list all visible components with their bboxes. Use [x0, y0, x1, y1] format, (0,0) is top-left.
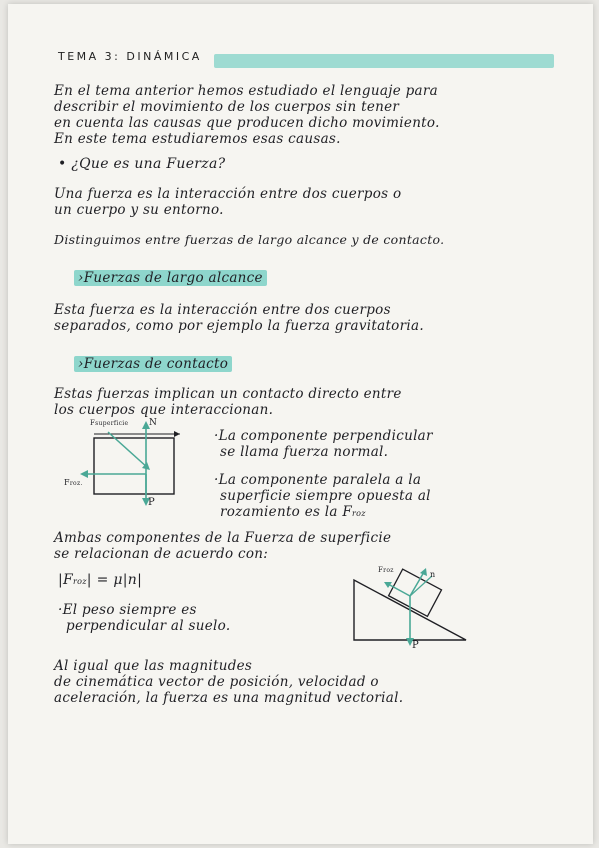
- page-title: TEMA 3: DINÁMICA: [58, 50, 202, 63]
- weight-line-2: perpendicular al suelo.: [66, 618, 231, 634]
- distinguish-line: Distinguimos entre fuerzas de largo alcance y de contacto.: [54, 232, 445, 247]
- long-range-line-1: Esta fuerza es la interacción entre dos cuerpos: [54, 302, 391, 318]
- diagram1-n-label: N: [149, 418, 158, 428]
- intro-line-3: en cuenta las causas que producen dicho movimiento.: [54, 115, 440, 131]
- parallel-line-3-text: rozamiento es la F: [220, 504, 353, 520]
- contact-line-2: los cuerpos que interaccionan.: [54, 402, 274, 418]
- parallel-line-3: [220, 504, 366, 520]
- diagram1-surface-f: F: [90, 419, 96, 427]
- diagram2-froz-label: [378, 566, 394, 574]
- parallel-line-1: ·La componente paralela a la: [214, 472, 422, 488]
- contact-line-1: Estas fuerzas implican un contacto directo entre: [54, 386, 402, 402]
- diagram2-froz-sub: roz: [383, 567, 394, 574]
- relation-line-1: Ambas componentes de la Fuerza de superficie: [54, 530, 392, 546]
- heading-long-range: [74, 270, 267, 286]
- parallel-line-2: superficie siempre opuesta al: [220, 488, 431, 504]
- question-line: • ¿Que es una Fuerza?: [58, 156, 226, 172]
- heading-long-range-text: ›Fuerzas de largo alcance: [74, 270, 267, 286]
- diagram1-froz-f: F: [64, 478, 70, 487]
- formula: [58, 572, 142, 588]
- final-line-3: aceleración, la fuerza es una magnitud vectorial.: [54, 690, 404, 706]
- weight-line-1: ·El peso siempre es: [58, 602, 197, 618]
- diagram1-p-label: P: [148, 497, 156, 508]
- diagram1-froz-label: [64, 478, 83, 487]
- final-line-2: de cinemática vector de posición, velocidad o: [54, 674, 379, 690]
- intro-line-1: En el tema anterior hemos estudiado el lenguaje para: [54, 83, 438, 99]
- intro-line-2: describir el movimiento de los cuerpos sin tener: [54, 99, 400, 115]
- formula-rest: | = μ|n|: [86, 572, 143, 588]
- parallel-line-3-sub: roz: [352, 509, 366, 518]
- diagram2-p-label: P: [412, 640, 420, 651]
- definition-line-1: Una fuerza es la interacción entre dos cuerpos o: [54, 186, 402, 202]
- normal-line-1: ·La componente perpendicular: [214, 428, 433, 444]
- definition-line-2: un cuerpo y su entorno.: [54, 202, 224, 218]
- contact-force-diagram: [58, 418, 198, 518]
- formula-f: |F: [58, 572, 74, 588]
- diagram1-froz-sub: roz.: [69, 480, 83, 487]
- normal-line-2: se llama fuerza normal.: [220, 444, 389, 460]
- long-range-line-2: separados, como por ejemplo la fuerza gravitatoria.: [54, 318, 424, 334]
- heading-contact: [74, 356, 232, 372]
- title-highlight: [214, 54, 554, 68]
- diagram1-surface-label: [90, 419, 128, 427]
- heading-contact-text: ›Fuerzas de contacto: [74, 356, 232, 372]
- intro-line-4: En este tema estudiaremos esas causas.: [54, 131, 341, 147]
- diagram2-n-label: n: [430, 570, 436, 579]
- final-line-1: Al igual que las magnitudes: [54, 658, 253, 674]
- diagram1-surface-sub: superficie: [95, 420, 129, 427]
- relation-line-2: se relacionan de acuerdo con:: [54, 546, 269, 562]
- diagram2-froz-f: F: [378, 566, 384, 574]
- formula-sub: roz: [73, 577, 87, 586]
